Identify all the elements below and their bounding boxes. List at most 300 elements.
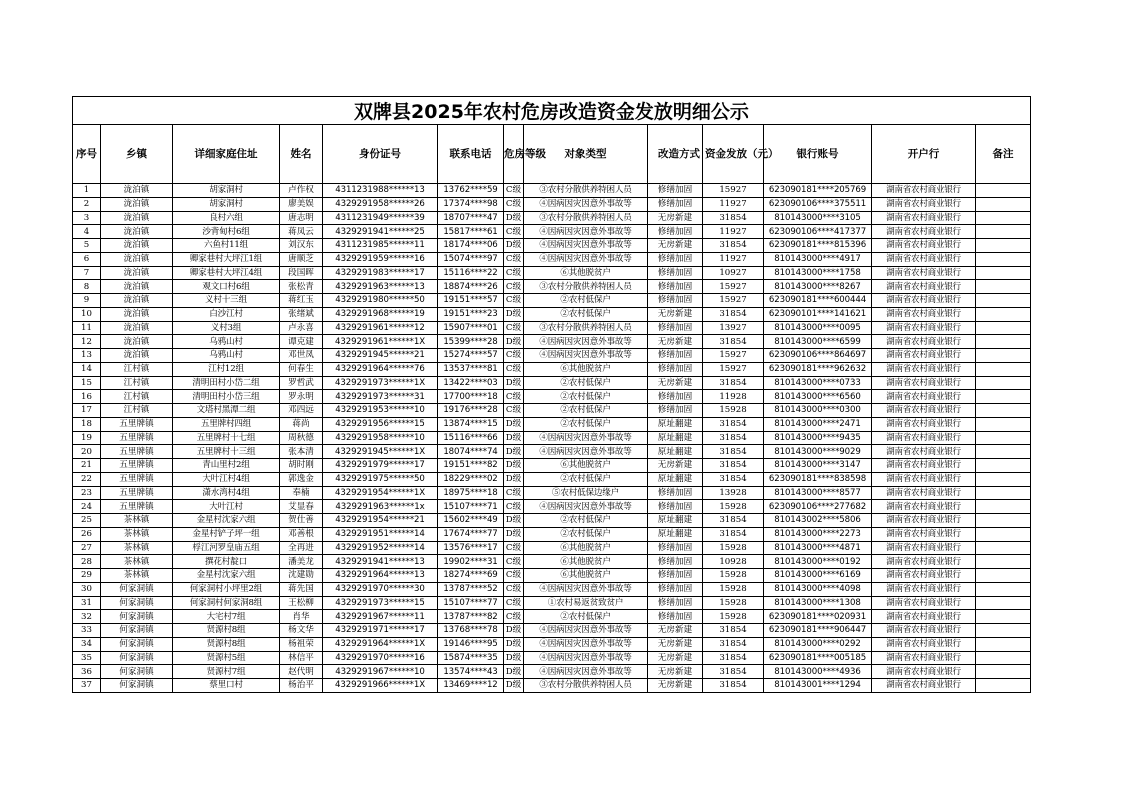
cell-amount: 31854 bbox=[703, 417, 764, 431]
table-row bbox=[73, 472, 1031, 486]
cell-bank: 湖南省农村商业银行 bbox=[872, 527, 976, 541]
header-id-number: 身份证号 bbox=[323, 125, 438, 184]
cell-remark bbox=[976, 362, 1031, 376]
table-row bbox=[73, 624, 1031, 638]
cell-address: 贤源村5组 bbox=[173, 651, 280, 665]
cell-account: 810143000****9435 bbox=[764, 431, 872, 445]
cell-amount: 15927 bbox=[703, 280, 764, 294]
cell-bank: 湖南省农村商业银行 bbox=[872, 431, 976, 445]
cell-phone: 18975****18 bbox=[438, 486, 504, 500]
cell-account: 810143000****0292 bbox=[764, 637, 872, 651]
cell-name: 全再进 bbox=[280, 541, 323, 555]
cell-seq: 13 bbox=[73, 349, 101, 363]
cell-seq: 2 bbox=[73, 197, 101, 211]
cell-account: 810143000****4098 bbox=[764, 582, 872, 596]
cell-id-number: 4329291963******13 bbox=[323, 280, 438, 294]
cell-town: 何家洞镇 bbox=[101, 582, 173, 596]
cell-seq: 15 bbox=[73, 376, 101, 390]
cell-id-number: 4329291973******1X bbox=[323, 376, 438, 390]
cell-name: 卢永喜 bbox=[280, 321, 323, 335]
cell-amount: 31854 bbox=[703, 472, 764, 486]
cell-bank: 湖南省农村商业银行 bbox=[872, 445, 976, 459]
table-row bbox=[73, 225, 1031, 239]
cell-amount: 31854 bbox=[703, 665, 764, 679]
header-level: 危房等级 bbox=[504, 125, 524, 184]
cell-name: 刘汉东 bbox=[280, 239, 323, 253]
cell-town: 泷泊镇 bbox=[101, 321, 173, 335]
cell-target-type: ②农村低保户 bbox=[524, 294, 648, 308]
cell-amount: 31854 bbox=[703, 527, 764, 541]
cell-seq: 27 bbox=[73, 541, 101, 555]
cell-town: 泷泊镇 bbox=[101, 211, 173, 225]
cell-method: 修缮加固 bbox=[648, 555, 703, 569]
cell-method: 原址翻建 bbox=[648, 527, 703, 541]
header-seq: 序号 bbox=[73, 125, 101, 184]
cell-seq: 17 bbox=[73, 404, 101, 418]
cell-level: D级 bbox=[504, 527, 524, 541]
cell-town: 何家洞镇 bbox=[101, 679, 173, 693]
cell-target-type: ④因病因灾因意外事故等 bbox=[524, 582, 648, 596]
cell-level: C级 bbox=[504, 225, 524, 239]
cell-seq: 22 bbox=[73, 472, 101, 486]
cell-town: 江村镇 bbox=[101, 390, 173, 404]
cell-account: 623090181****906447 bbox=[764, 624, 872, 638]
cell-target-type: ②农村低保户 bbox=[524, 376, 648, 390]
cell-address: 五里牌村十七组 bbox=[173, 431, 280, 445]
cell-account: 623090181****838598 bbox=[764, 472, 872, 486]
cell-id-number: 4329291956******15 bbox=[323, 417, 438, 431]
cell-phone: 13787****52 bbox=[438, 582, 504, 596]
cell-account: 810143000****1308 bbox=[764, 596, 872, 610]
cell-account: 623090181****020931 bbox=[764, 610, 872, 624]
cell-remark bbox=[976, 679, 1031, 693]
cell-amount: 15927 bbox=[703, 294, 764, 308]
cell-account: 623090181****205769 bbox=[764, 184, 872, 198]
cell-phone: 17700****18 bbox=[438, 390, 504, 404]
cell-name: 卢作权 bbox=[280, 184, 323, 198]
cell-town: 江村镇 bbox=[101, 362, 173, 376]
cell-method: 原址翻建 bbox=[648, 445, 703, 459]
cell-town: 江村镇 bbox=[101, 404, 173, 418]
cell-account: 810143000****0733 bbox=[764, 376, 872, 390]
cell-id-number: 4311231985******11 bbox=[323, 239, 438, 253]
cell-id-number: 4329291967******10 bbox=[323, 665, 438, 679]
cell-seq: 10 bbox=[73, 307, 101, 321]
cell-seq: 14 bbox=[73, 362, 101, 376]
cell-name: 林信平 bbox=[280, 651, 323, 665]
header-method: 改造方式 bbox=[648, 125, 703, 184]
cell-remark bbox=[976, 335, 1031, 349]
cell-address: 观文口村6组 bbox=[173, 280, 280, 294]
cell-account: 810143001****1294 bbox=[764, 679, 872, 693]
cell-account: 623090106****277682 bbox=[764, 500, 872, 514]
cell-method: 原址翻建 bbox=[648, 514, 703, 528]
cell-bank: 湖南省农村商业银行 bbox=[872, 280, 976, 294]
cell-bank: 湖南省农村商业银行 bbox=[872, 596, 976, 610]
cell-remark bbox=[976, 445, 1031, 459]
cell-name: 周秋德 bbox=[280, 431, 323, 445]
cell-town: 茶林镇 bbox=[101, 555, 173, 569]
cell-method: 修缮加固 bbox=[648, 294, 703, 308]
cell-remark bbox=[976, 431, 1031, 445]
cell-amount: 31854 bbox=[703, 624, 764, 638]
cell-account: 810143000****0300 bbox=[764, 404, 872, 418]
cell-method: 修缮加固 bbox=[648, 280, 703, 294]
cell-name: 段国晖 bbox=[280, 266, 323, 280]
cell-bank: 湖南省农村商业银行 bbox=[872, 665, 976, 679]
cell-address: 卿家巷村大坪江4组 bbox=[173, 266, 280, 280]
cell-address: 大叶江村 bbox=[173, 500, 280, 514]
cell-target-type: ③农村分散供养特困人员 bbox=[524, 679, 648, 693]
cell-account: 810143000****4917 bbox=[764, 252, 872, 266]
cell-town: 江村镇 bbox=[101, 376, 173, 390]
cell-amount: 15928 bbox=[703, 569, 764, 583]
cell-amount: 15928 bbox=[703, 500, 764, 514]
cell-account: 623090181****005185 bbox=[764, 651, 872, 665]
cell-target-type: ④因病因灾因意外事故等 bbox=[524, 252, 648, 266]
cell-phone: 13787****82 bbox=[438, 610, 504, 624]
cell-town: 何家洞镇 bbox=[101, 637, 173, 651]
cell-name: 张绪斌 bbox=[280, 307, 323, 321]
cell-town: 泷泊镇 bbox=[101, 335, 173, 349]
cell-town: 五里牌镇 bbox=[101, 486, 173, 500]
cell-level: C级 bbox=[504, 197, 524, 211]
cell-address: 胡家洞村 bbox=[173, 184, 280, 198]
table-row bbox=[73, 679, 1031, 693]
table-row bbox=[73, 252, 1031, 266]
cell-seq: 31 bbox=[73, 596, 101, 610]
cell-amount: 11927 bbox=[703, 252, 764, 266]
cell-method: 修缮加固 bbox=[648, 541, 703, 555]
cell-remark bbox=[976, 321, 1031, 335]
cell-level: D级 bbox=[504, 459, 524, 473]
cell-phone: 19151****23 bbox=[438, 307, 504, 321]
cell-level: C级 bbox=[504, 362, 524, 376]
cell-bank: 湖南省农村商业银行 bbox=[872, 651, 976, 665]
cell-phone: 19902****31 bbox=[438, 555, 504, 569]
header-address: 详细家庭住址 bbox=[173, 125, 280, 184]
cell-address: 何家洞村何家洞8组 bbox=[173, 596, 280, 610]
cell-amount: 15928 bbox=[703, 596, 764, 610]
cell-seq: 29 bbox=[73, 569, 101, 583]
cell-town: 茶林镇 bbox=[101, 514, 173, 528]
cell-address: 贤源村7组 bbox=[173, 665, 280, 679]
cell-remark bbox=[976, 184, 1031, 198]
cell-seq: 30 bbox=[73, 582, 101, 596]
cell-bank: 湖南省农村商业银行 bbox=[872, 239, 976, 253]
cell-account: 810143000****2471 bbox=[764, 417, 872, 431]
cell-method: 无房新建 bbox=[648, 239, 703, 253]
cell-seq: 4 bbox=[73, 225, 101, 239]
cell-address: 金星村沈家六组 bbox=[173, 514, 280, 528]
cell-method: 无房新建 bbox=[648, 665, 703, 679]
cell-level: D级 bbox=[504, 637, 524, 651]
cell-seq: 5 bbox=[73, 239, 101, 253]
cell-account: 810143000****1758 bbox=[764, 266, 872, 280]
cell-amount: 15928 bbox=[703, 582, 764, 596]
cell-town: 何家洞镇 bbox=[101, 596, 173, 610]
cell-seq: 7 bbox=[73, 266, 101, 280]
cell-target-type: ②农村低保户 bbox=[524, 417, 648, 431]
table-row bbox=[73, 569, 1031, 583]
cell-phone: 15116****22 bbox=[438, 266, 504, 280]
cell-amount: 15927 bbox=[703, 362, 764, 376]
cell-level: C级 bbox=[504, 349, 524, 363]
cell-address: 贤源村8组 bbox=[173, 624, 280, 638]
cell-seq: 18 bbox=[73, 417, 101, 431]
cell-name: 潘美龙 bbox=[280, 555, 323, 569]
cell-address: 清明田村小岱二组 bbox=[173, 376, 280, 390]
cell-method: 修缮加固 bbox=[648, 582, 703, 596]
cell-bank: 湖南省农村商业银行 bbox=[872, 500, 976, 514]
cell-id-number: 4329291961******1X bbox=[323, 335, 438, 349]
cell-account: 810143000****4936 bbox=[764, 665, 872, 679]
cell-method: 修缮加固 bbox=[648, 596, 703, 610]
table-row bbox=[73, 335, 1031, 349]
cell-id-number: 4329291968******19 bbox=[323, 307, 438, 321]
cell-id-number: 4329291941******25 bbox=[323, 225, 438, 239]
cell-method: 原址翻建 bbox=[648, 417, 703, 431]
cell-name: 肖华 bbox=[280, 610, 323, 624]
cell-address: 撰花村靛口 bbox=[173, 555, 280, 569]
cell-target-type: ④因病因灾因意外事故等 bbox=[524, 500, 648, 514]
cell-town: 茶林镇 bbox=[101, 569, 173, 583]
cell-method: 修缮加固 bbox=[648, 500, 703, 514]
cell-amount: 31854 bbox=[703, 637, 764, 651]
cell-remark bbox=[976, 252, 1031, 266]
cell-bank: 湖南省农村商业银行 bbox=[872, 390, 976, 404]
cell-id-number: 4329291975******50 bbox=[323, 472, 438, 486]
cell-town: 何家洞镇 bbox=[101, 624, 173, 638]
cell-level: D级 bbox=[504, 239, 524, 253]
cell-town: 五里牌镇 bbox=[101, 500, 173, 514]
cell-town: 茶林镇 bbox=[101, 527, 173, 541]
cell-remark bbox=[976, 637, 1031, 651]
cell-account: 810143000****3105 bbox=[764, 211, 872, 225]
cell-seq: 24 bbox=[73, 500, 101, 514]
cell-phone: 15907****01 bbox=[438, 321, 504, 335]
cell-seq: 6 bbox=[73, 252, 101, 266]
table-row bbox=[73, 500, 1031, 514]
cell-phone: 15817****61 bbox=[438, 225, 504, 239]
cell-address: 良村六组 bbox=[173, 211, 280, 225]
cell-amount: 15927 bbox=[703, 349, 764, 363]
cell-phone: 19146****95 bbox=[438, 637, 504, 651]
cell-id-number: 4329291958******26 bbox=[323, 197, 438, 211]
cell-remark bbox=[976, 307, 1031, 321]
cell-phone: 18874****26 bbox=[438, 280, 504, 294]
table-row bbox=[73, 266, 1031, 280]
cell-target-type: ④因病因灾因意外事故等 bbox=[524, 431, 648, 445]
cell-remark bbox=[976, 569, 1031, 583]
cell-target-type: ①农村易返贫致贫户 bbox=[524, 596, 648, 610]
table-row bbox=[73, 294, 1031, 308]
cell-town: 何家洞镇 bbox=[101, 651, 173, 665]
cell-account: 810143000****6169 bbox=[764, 569, 872, 583]
cell-account: 810143000****6560 bbox=[764, 390, 872, 404]
cell-account: 810143000****9029 bbox=[764, 445, 872, 459]
table-row bbox=[73, 665, 1031, 679]
cell-remark bbox=[976, 266, 1031, 280]
cell-level: D级 bbox=[504, 679, 524, 693]
cell-name: 张本清 bbox=[280, 445, 323, 459]
cell-bank: 湖南省农村商业银行 bbox=[872, 307, 976, 321]
cell-name: 罗永明 bbox=[280, 390, 323, 404]
cell-level: D级 bbox=[504, 445, 524, 459]
cell-remark bbox=[976, 651, 1031, 665]
cell-phone: 19151****57 bbox=[438, 294, 504, 308]
cell-level: D级 bbox=[504, 514, 524, 528]
table-row bbox=[73, 541, 1031, 555]
cell-name: 张松青 bbox=[280, 280, 323, 294]
cell-id-number: 4329291951******14 bbox=[323, 527, 438, 541]
cell-seq: 32 bbox=[73, 610, 101, 624]
cell-id-number: 4329291945******1X bbox=[323, 445, 438, 459]
cell-level: C级 bbox=[504, 486, 524, 500]
cell-account: 623090181****962632 bbox=[764, 362, 872, 376]
cell-address: 大叶江村4组 bbox=[173, 472, 280, 486]
cell-level: C级 bbox=[504, 596, 524, 610]
cell-remark bbox=[976, 239, 1031, 253]
cell-level: C级 bbox=[504, 500, 524, 514]
cell-level: C级 bbox=[504, 390, 524, 404]
cell-target-type: ⑥其他脱贫户 bbox=[524, 362, 648, 376]
cell-amount: 15928 bbox=[703, 404, 764, 418]
table-row bbox=[73, 349, 1031, 363]
cell-bank: 湖南省农村商业银行 bbox=[872, 376, 976, 390]
cell-id-number: 4329291973******15 bbox=[323, 596, 438, 610]
cell-address: 六鱼村11组 bbox=[173, 239, 280, 253]
cell-town: 五里牌镇 bbox=[101, 417, 173, 431]
cell-address: 胡家洞村 bbox=[173, 197, 280, 211]
cell-bank: 湖南省农村商业银行 bbox=[872, 294, 976, 308]
cell-id-number: 4329291973******31 bbox=[323, 390, 438, 404]
cell-target-type: ④因病因灾因意外事故等 bbox=[524, 651, 648, 665]
cell-seq: 25 bbox=[73, 514, 101, 528]
cell-amount: 13928 bbox=[703, 486, 764, 500]
table-row bbox=[73, 362, 1031, 376]
cell-level: D级 bbox=[504, 211, 524, 225]
cell-level: D级 bbox=[504, 417, 524, 431]
cell-id-number: 4329291959******16 bbox=[323, 252, 438, 266]
cell-town: 五里牌镇 bbox=[101, 459, 173, 473]
cell-seq: 33 bbox=[73, 624, 101, 638]
table-row bbox=[73, 459, 1031, 473]
cell-method: 无房新建 bbox=[648, 335, 703, 349]
cell-name: 胡时刚 bbox=[280, 459, 323, 473]
cell-amount: 31854 bbox=[703, 459, 764, 473]
header-remark: 备注 bbox=[976, 125, 1031, 184]
cell-name: 艾显春 bbox=[280, 500, 323, 514]
cell-seq: 23 bbox=[73, 486, 101, 500]
cell-method: 修缮加固 bbox=[648, 486, 703, 500]
cell-amount: 15927 bbox=[703, 184, 764, 198]
cell-account: 810143000****8267 bbox=[764, 280, 872, 294]
cell-account: 623090106****375511 bbox=[764, 197, 872, 211]
cell-target-type: ④因病因灾因意外事故等 bbox=[524, 197, 648, 211]
cell-amount: 31854 bbox=[703, 514, 764, 528]
cell-remark bbox=[976, 541, 1031, 555]
cell-seq: 1 bbox=[73, 184, 101, 198]
cell-address: 文塔村黑潭二组 bbox=[173, 404, 280, 418]
table-row bbox=[73, 280, 1031, 294]
cell-target-type: ②农村低保户 bbox=[524, 527, 648, 541]
cell-method: 无房新建 bbox=[648, 376, 703, 390]
cell-remark bbox=[976, 665, 1031, 679]
cell-name: 唐志明 bbox=[280, 211, 323, 225]
cell-town: 五里牌镇 bbox=[101, 472, 173, 486]
table-row bbox=[73, 555, 1031, 569]
table-row bbox=[73, 651, 1031, 665]
table-row bbox=[73, 321, 1031, 335]
table-row bbox=[73, 390, 1031, 404]
cell-id-number: 4329291958******10 bbox=[323, 431, 438, 445]
cell-phone: 13576****17 bbox=[438, 541, 504, 555]
cell-name: 杨文华 bbox=[280, 624, 323, 638]
cell-town: 泷泊镇 bbox=[101, 252, 173, 266]
cell-bank: 湖南省农村商业银行 bbox=[872, 472, 976, 486]
cell-method: 修缮加固 bbox=[648, 184, 703, 198]
header-phone: 联系电话 bbox=[438, 125, 504, 184]
cell-phone: 15602****49 bbox=[438, 514, 504, 528]
cell-address: 大宅村7组 bbox=[173, 610, 280, 624]
cell-seq: 26 bbox=[73, 527, 101, 541]
cell-address: 乌鸦山村 bbox=[173, 335, 280, 349]
cell-bank: 湖南省农村商业银行 bbox=[872, 197, 976, 211]
cell-town: 泷泊镇 bbox=[101, 184, 173, 198]
cell-method: 无房新建 bbox=[648, 307, 703, 321]
cell-name: 罗哲武 bbox=[280, 376, 323, 390]
cell-account: 623090101****141621 bbox=[764, 307, 872, 321]
cell-target-type: ⑤农村低保边缘户 bbox=[524, 486, 648, 500]
cell-level: C级 bbox=[504, 321, 524, 335]
cell-target-type: ⑥其他脱贫户 bbox=[524, 266, 648, 280]
cell-town: 泷泊镇 bbox=[101, 349, 173, 363]
cell-address: 蔡里口村 bbox=[173, 679, 280, 693]
cell-id-number: 4329291964******13 bbox=[323, 569, 438, 583]
cell-method: 修缮加固 bbox=[648, 404, 703, 418]
cell-target-type: ③农村分散供养特困人员 bbox=[524, 211, 648, 225]
cell-phone: 13762****59 bbox=[438, 184, 504, 198]
cell-address: 金星村沈家六组 bbox=[173, 569, 280, 583]
table-row bbox=[73, 637, 1031, 651]
cell-seq: 34 bbox=[73, 637, 101, 651]
cell-remark bbox=[976, 555, 1031, 569]
cell-bank: 湖南省农村商业银行 bbox=[872, 252, 976, 266]
cell-method: 无房新建 bbox=[648, 624, 703, 638]
cell-town: 泷泊镇 bbox=[101, 280, 173, 294]
cell-name: 蒋凤云 bbox=[280, 225, 323, 239]
header-row bbox=[73, 125, 1031, 184]
cell-id-number: 4329291970******16 bbox=[323, 651, 438, 665]
cell-remark bbox=[976, 417, 1031, 431]
cell-town: 泷泊镇 bbox=[101, 239, 173, 253]
cell-phone: 17374****98 bbox=[438, 197, 504, 211]
cell-remark bbox=[976, 225, 1031, 239]
cell-amount: 31854 bbox=[703, 307, 764, 321]
cell-remark bbox=[976, 211, 1031, 225]
cell-method: 修缮加固 bbox=[648, 225, 703, 239]
cell-seq: 3 bbox=[73, 211, 101, 225]
cell-address: 乌鸦山村 bbox=[173, 349, 280, 363]
cell-target-type: ⑥其他脱贫户 bbox=[524, 541, 648, 555]
cell-bank: 湖南省农村商业银行 bbox=[872, 404, 976, 418]
table-row bbox=[73, 445, 1031, 459]
cell-amount: 15928 bbox=[703, 610, 764, 624]
cell-bank: 湖南省农村商业银行 bbox=[872, 211, 976, 225]
cell-address: 江村12组 bbox=[173, 362, 280, 376]
cell-id-number: 4311231949******39 bbox=[323, 211, 438, 225]
